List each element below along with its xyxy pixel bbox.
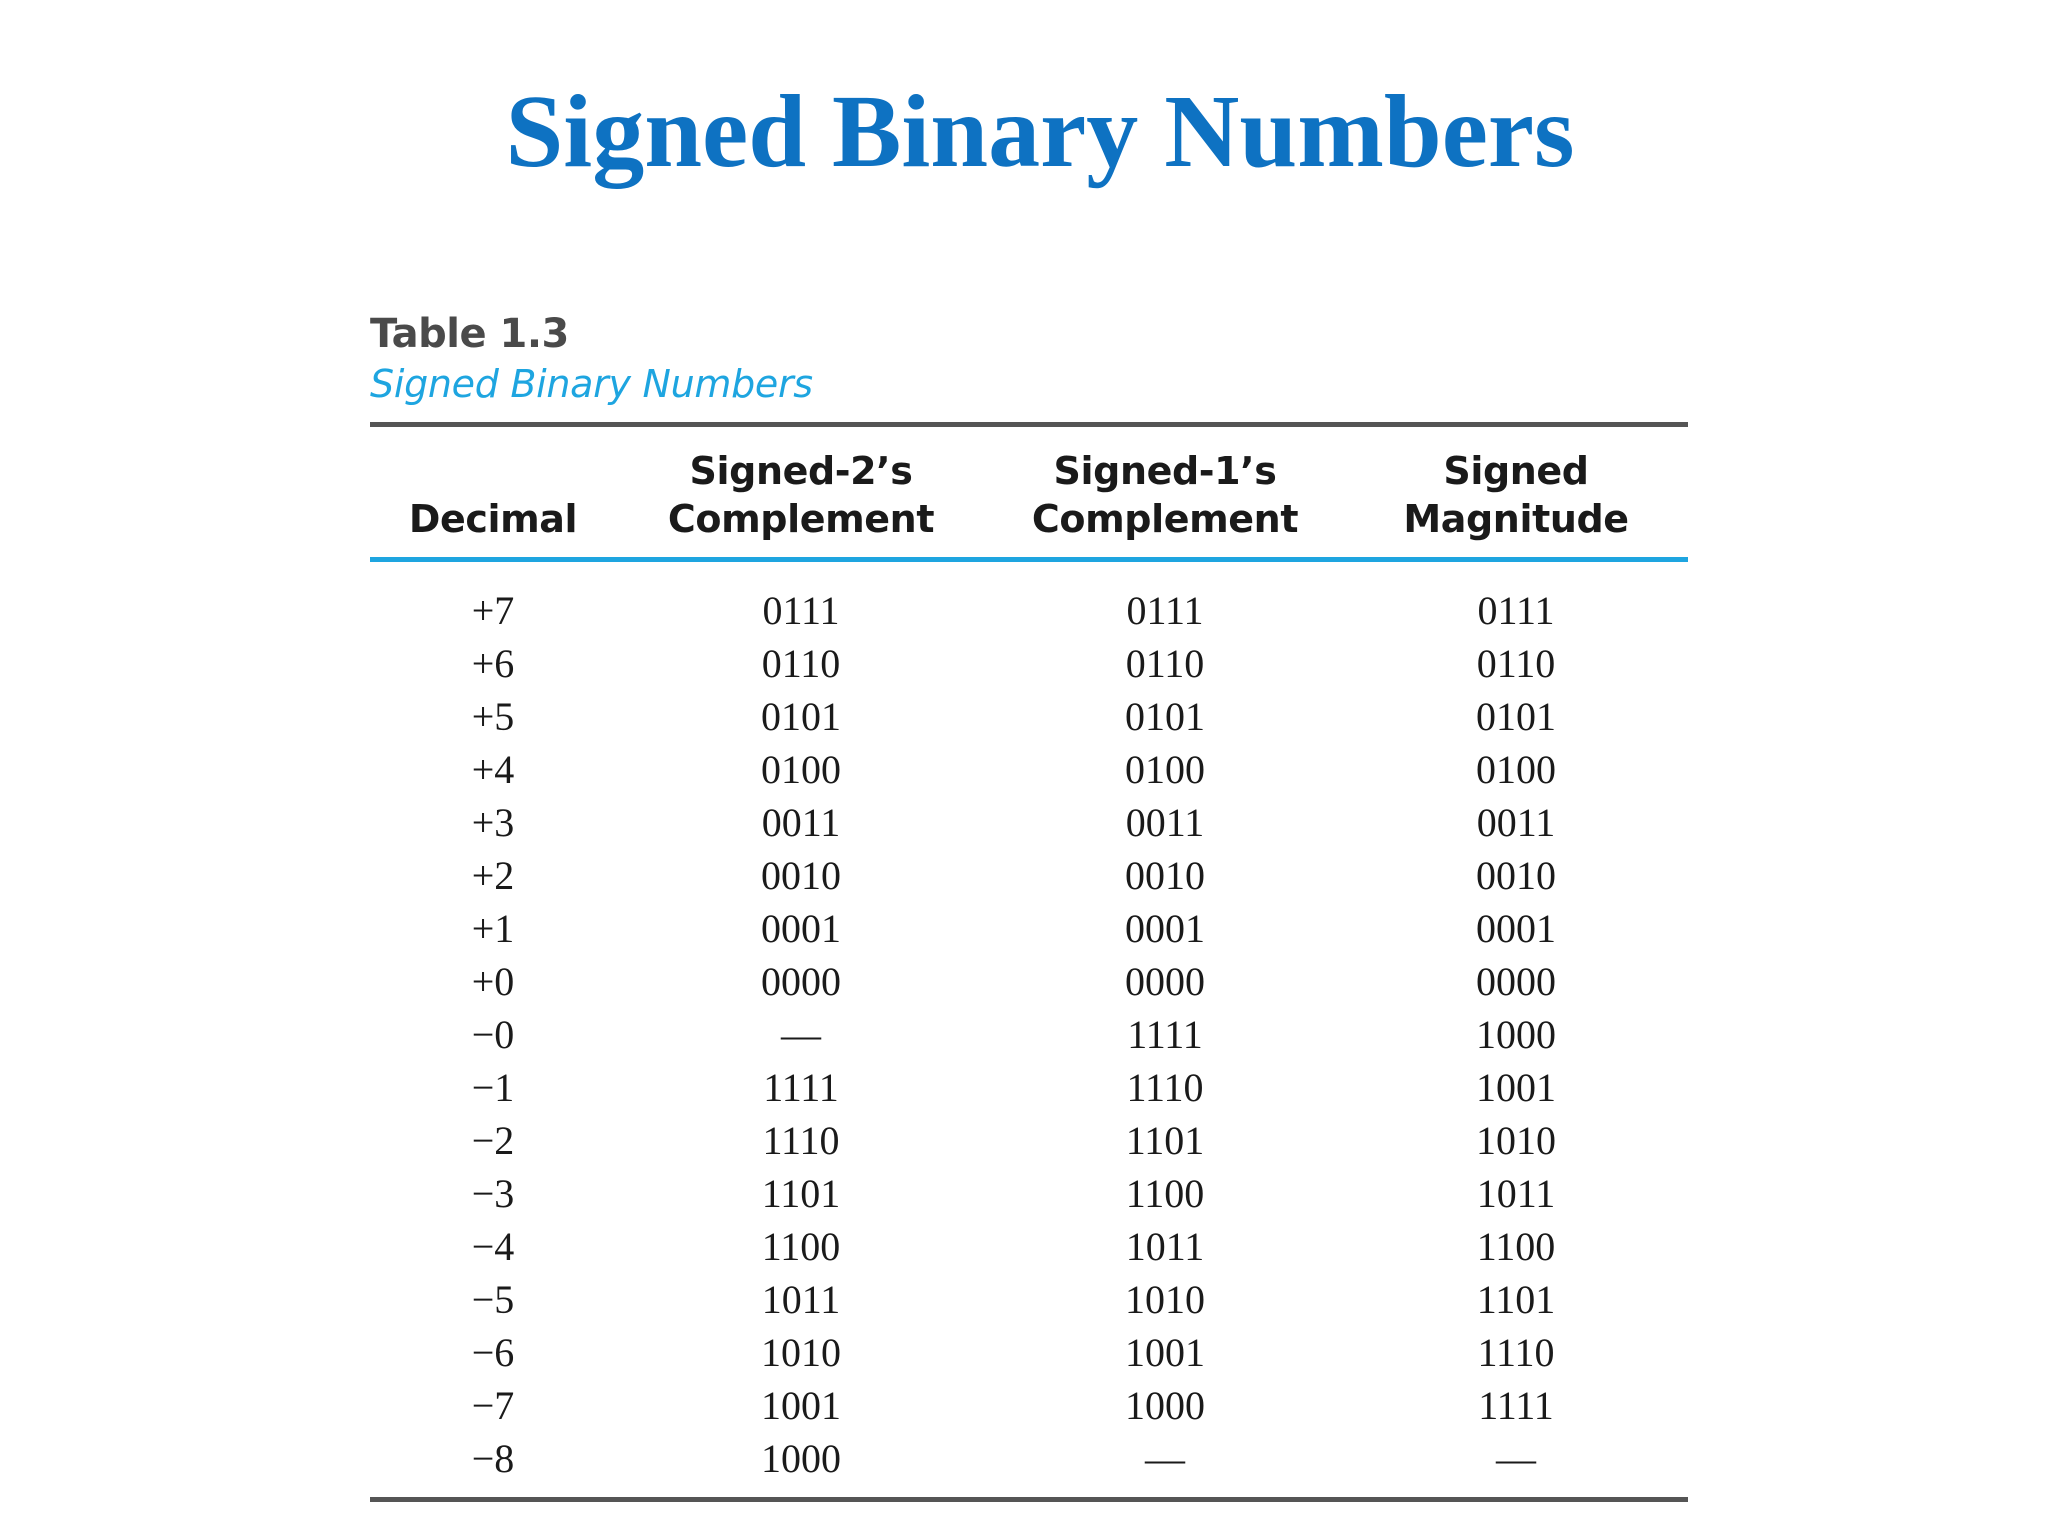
signed-2s-cell: 0100 [761, 747, 841, 792]
table-row [370, 1326, 1688, 1379]
decimal-cell: +4 [471, 747, 515, 792]
decimal-cell: −8 [471, 1436, 515, 1481]
decimal-cell: +0 [471, 959, 515, 1004]
signed-magnitude-cell: 0100 [1476, 747, 1556, 792]
signed-1s-cell: 0010 [1125, 853, 1205, 898]
table-row [370, 1114, 1688, 1167]
signed-2s-cell: 1110 [762, 1118, 840, 1163]
signed-1s-cell: 1100 [1125, 1171, 1205, 1216]
table-row [370, 637, 1688, 690]
signed-magnitude-cell: 0011 [1476, 800, 1556, 845]
table-row [370, 1167, 1688, 1220]
header-signed-1s-complement [986, 427, 1344, 560]
signed-magnitude-cell: 1110 [1477, 1330, 1555, 1375]
table-row [370, 690, 1688, 743]
table-row [370, 1220, 1688, 1273]
signed-magnitude-cell: 1011 [1476, 1171, 1556, 1216]
signed-2s-cell: 0110 [761, 641, 841, 686]
decimal-cell: −3 [471, 1171, 515, 1216]
table-row [370, 1432, 1688, 1497]
signed-magnitude-cell: 0111 [1477, 588, 1555, 633]
signed-binary-table [370, 427, 1688, 1497]
table-row [370, 1273, 1688, 1326]
decimal-cell: −5 [471, 1277, 515, 1322]
signed-2s-cell: 1001 [761, 1383, 841, 1428]
table-row [370, 560, 1688, 638]
signed-magnitude-cell: 1010 [1476, 1118, 1556, 1163]
signed-2s-cell: 1010 [761, 1330, 841, 1375]
decimal-cell: −7 [471, 1383, 515, 1428]
signed-2s-cell: 1011 [761, 1277, 841, 1322]
signed-magnitude-cell: 1100 [1476, 1224, 1556, 1269]
signed-magnitude-cell: 1101 [1476, 1277, 1556, 1322]
table-row [370, 849, 1688, 902]
header-line: Signed-2’s [689, 449, 913, 493]
decimal-cell: +1 [471, 906, 515, 951]
decimal-cell: −6 [471, 1330, 515, 1375]
decimal-cell: +6 [471, 641, 515, 686]
signed-2s-cell: 0011 [761, 800, 841, 845]
signed-1s-cell: 1111 [1127, 1012, 1203, 1057]
header-line: Signed-1’s [1053, 449, 1277, 493]
table-row [370, 955, 1688, 1008]
signed-2s-cell: 0111 [762, 588, 840, 633]
table-row [370, 796, 1688, 849]
signed-2s-cell: — [781, 1012, 821, 1057]
table-row [370, 743, 1688, 796]
header-line: Complement [667, 497, 935, 541]
signed-magnitude-cell: 0001 [1476, 906, 1556, 951]
header-line: Decimal [408, 497, 578, 541]
signed-1s-cell: 1001 [1125, 1330, 1205, 1375]
signed-magnitude-cell: — [1496, 1436, 1536, 1481]
signed-1s-cell: 1011 [1125, 1224, 1205, 1269]
signed-magnitude-cell: 0000 [1476, 959, 1556, 1004]
table-caption: Signed Binary Numbers [370, 362, 813, 406]
signed-2s-cell: 1100 [761, 1224, 841, 1269]
signed-1s-cell: 1110 [1126, 1065, 1204, 1110]
signed-1s-cell: — [1145, 1436, 1185, 1481]
signed-2s-cell: 1101 [761, 1171, 841, 1216]
table-row [370, 1379, 1688, 1432]
decimal-cell: −2 [471, 1118, 515, 1163]
signed-1s-cell: 1010 [1125, 1277, 1205, 1322]
signed-magnitude-cell: 1000 [1476, 1012, 1556, 1057]
signed-1s-cell: 1000 [1125, 1383, 1205, 1428]
signed-1s-cell: 0001 [1125, 906, 1205, 951]
signed-magnitude-cell: 0110 [1476, 641, 1556, 686]
table-bottom-rule [370, 1497, 1688, 1502]
signed-2s-cell: 1000 [761, 1436, 841, 1481]
signed-1s-cell: 0111 [1126, 588, 1204, 633]
header-decimal [370, 427, 616, 560]
decimal-cell: +2 [471, 853, 515, 898]
signed-magnitude-cell: 1111 [1478, 1383, 1554, 1428]
signed-1s-cell: 0100 [1125, 747, 1205, 792]
table-row [370, 902, 1688, 955]
table-row [370, 1008, 1688, 1061]
signed-2s-cell: 0010 [761, 853, 841, 898]
signed-2s-cell: 1111 [763, 1065, 839, 1110]
table-body [370, 560, 1688, 1498]
signed-magnitude-cell: 0101 [1476, 694, 1556, 739]
decimal-cell: +7 [471, 588, 515, 633]
slide-title: Signed Binary Numbers [505, 74, 1575, 189]
decimal-cell: +5 [471, 694, 515, 739]
header-line: Magnitude [1403, 497, 1629, 541]
signed-magnitude-cell: 1001 [1476, 1065, 1556, 1110]
signed-2s-cell: 0001 [761, 906, 841, 951]
signed-1s-cell: 0101 [1125, 694, 1205, 739]
decimal-cell: −4 [471, 1224, 515, 1269]
signed-1s-cell: 0011 [1125, 800, 1205, 845]
signed-1s-cell: 1101 [1125, 1118, 1205, 1163]
signed-2s-cell: 0000 [761, 959, 841, 1004]
signed-magnitude-cell: 0010 [1476, 853, 1556, 898]
table-row [370, 1061, 1688, 1114]
header-signed-magnitude [1344, 427, 1688, 560]
header-row [370, 427, 1688, 560]
header-line: Signed [1443, 449, 1589, 493]
signed-1s-cell: 0110 [1125, 641, 1205, 686]
header-line: Complement [1031, 497, 1299, 541]
decimal-cell: −1 [471, 1065, 515, 1110]
header-signed-2s-complement [616, 427, 986, 560]
signed-2s-cell: 0101 [761, 694, 841, 739]
signed-1s-cell: 0000 [1125, 959, 1205, 1004]
decimal-cell: +3 [471, 800, 515, 845]
table-number: Table 1.3 [370, 311, 569, 357]
table-figure [370, 310, 1688, 1502]
decimal-cell: −0 [471, 1012, 515, 1057]
